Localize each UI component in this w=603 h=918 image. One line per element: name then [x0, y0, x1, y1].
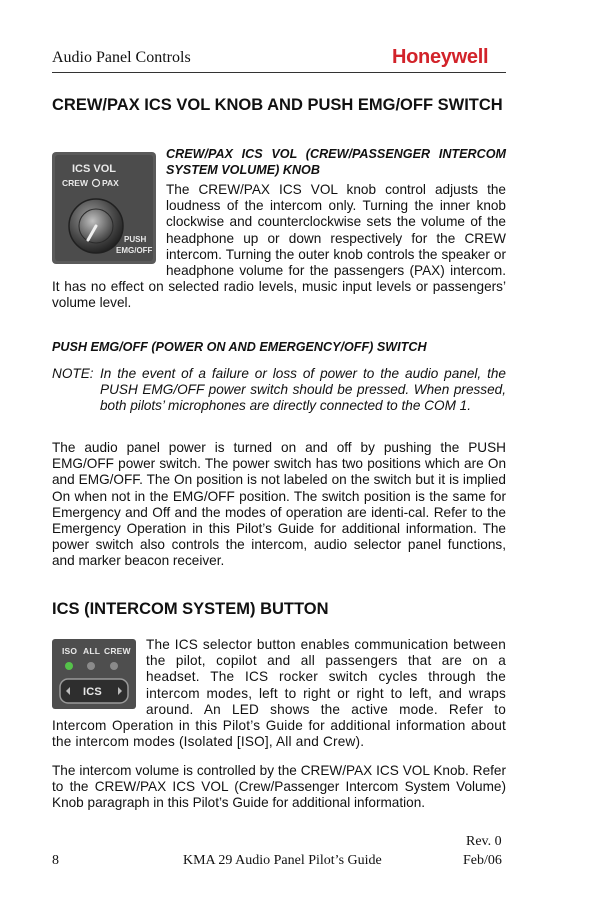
header-rule — [52, 72, 506, 73]
crew-label: CREW — [62, 178, 88, 188]
honeywell-logo: Honeywell — [392, 46, 489, 68]
ics-button-image — [52, 639, 136, 709]
section3-block — [52, 637, 506, 750]
revision-date: Feb/06 — [463, 853, 502, 868]
push-label: PUSH — [124, 235, 147, 244]
crew-mode-label: CREW — [104, 646, 131, 656]
ics-vol-label: ICS VOL — [72, 163, 117, 175]
note-text: In the event of a failure or loss of power to the audio panel, the PUSH EMG/OFF power switch should be pressed. When pressed, both pilots’ microphones are directly connected to the COM 1. — [100, 366, 506, 414]
all-led-icon — [87, 662, 95, 670]
guide-title: KMA 29 Audio Panel Pilot’s Guide — [183, 853, 382, 868]
section-heading-ics: ICS (INTERCOM SYSTEM) BUTTON — [52, 600, 329, 618]
ics-body-text-2: The intercom volume is controlled by the CREW/PAX ICS VOL Knob. Refer to the CREW/PAX ICS VOL (Crew/Passenger Intercom System Volume) Knob paragraph in this Pilot’s Guide for additional information. — [52, 763, 506, 811]
section1-block — [52, 146, 506, 312]
all-label: ALL — [83, 646, 101, 656]
header-title: Audio Panel Controls — [52, 49, 191, 66]
section-heading-knob: CREW/PAX ICS VOL KNOB AND PUSH EMG/OFF SWITCH — [52, 96, 503, 114]
pax-label: PAX — [102, 178, 119, 188]
emg-off-label: EMG/OFF — [116, 246, 153, 255]
page-number: 8 — [52, 853, 59, 868]
knob-body-text: The CREW/PAX ICS VOL knob control adjusts the loudness of the intercom only. Turning the inner knob clockwise and counterclockwise sets the volume of the headphone up or down respectively for the CREW intercom. Turning the outer knob controls the speaker or headphone volume for the passengers (PAX) intercom. It has no effect on selected radio levels, music input levels or passengers’ volume level. — [52, 182, 506, 311]
subheading-knob: CREW/PAX ICS VOL (CREW/PASSENGER INTERCOM SYSTEM VOLUME) KNOB — [166, 147, 506, 177]
crew-led-icon — [110, 662, 118, 670]
emg-switch-body: The audio panel power is turned on and off by pushing the PUSH EMG/OFF power switch. The power switch has two positions which are On and EMG/OFF. The On position is not labeled on the switch but it is implied On when not in the EMG/OFF position. The switch position is the same for Emergency and Off and the modes of operation are identi-cal. Refer to the Emergency Operation in this Pilot’s Guide for additional information. The power switch also controls the intercom, audio selector panel functions, and marker beacon receiver. — [52, 440, 506, 569]
note-block — [52, 366, 506, 415]
note-label: NOTE: — [52, 366, 94, 381]
subheading-emg-switch: PUSH EMG/OFF (POWER ON AND EMERGENCY/OFF) SWITCH — [52, 340, 427, 354]
ics-vol-knob-image — [52, 146, 156, 264]
revision: Rev. 0 — [466, 834, 502, 849]
ics-body-text: The ICS selector button enables communication between the pilot, copilot and all passengers that are on a headset. The ICS rocker switch cycles through the intercom modes, left to right or right to left, and wraps around. An LED shows the active mode. Refer to Intercom Operation in this Pilot’s Guide for additional information about the intercom modes (Isolated [ISO], All and Crew). — [52, 637, 506, 750]
ics-button-label: ICS — [83, 686, 102, 698]
iso-led-icon — [65, 662, 73, 670]
iso-label: ISO — [62, 646, 78, 656]
